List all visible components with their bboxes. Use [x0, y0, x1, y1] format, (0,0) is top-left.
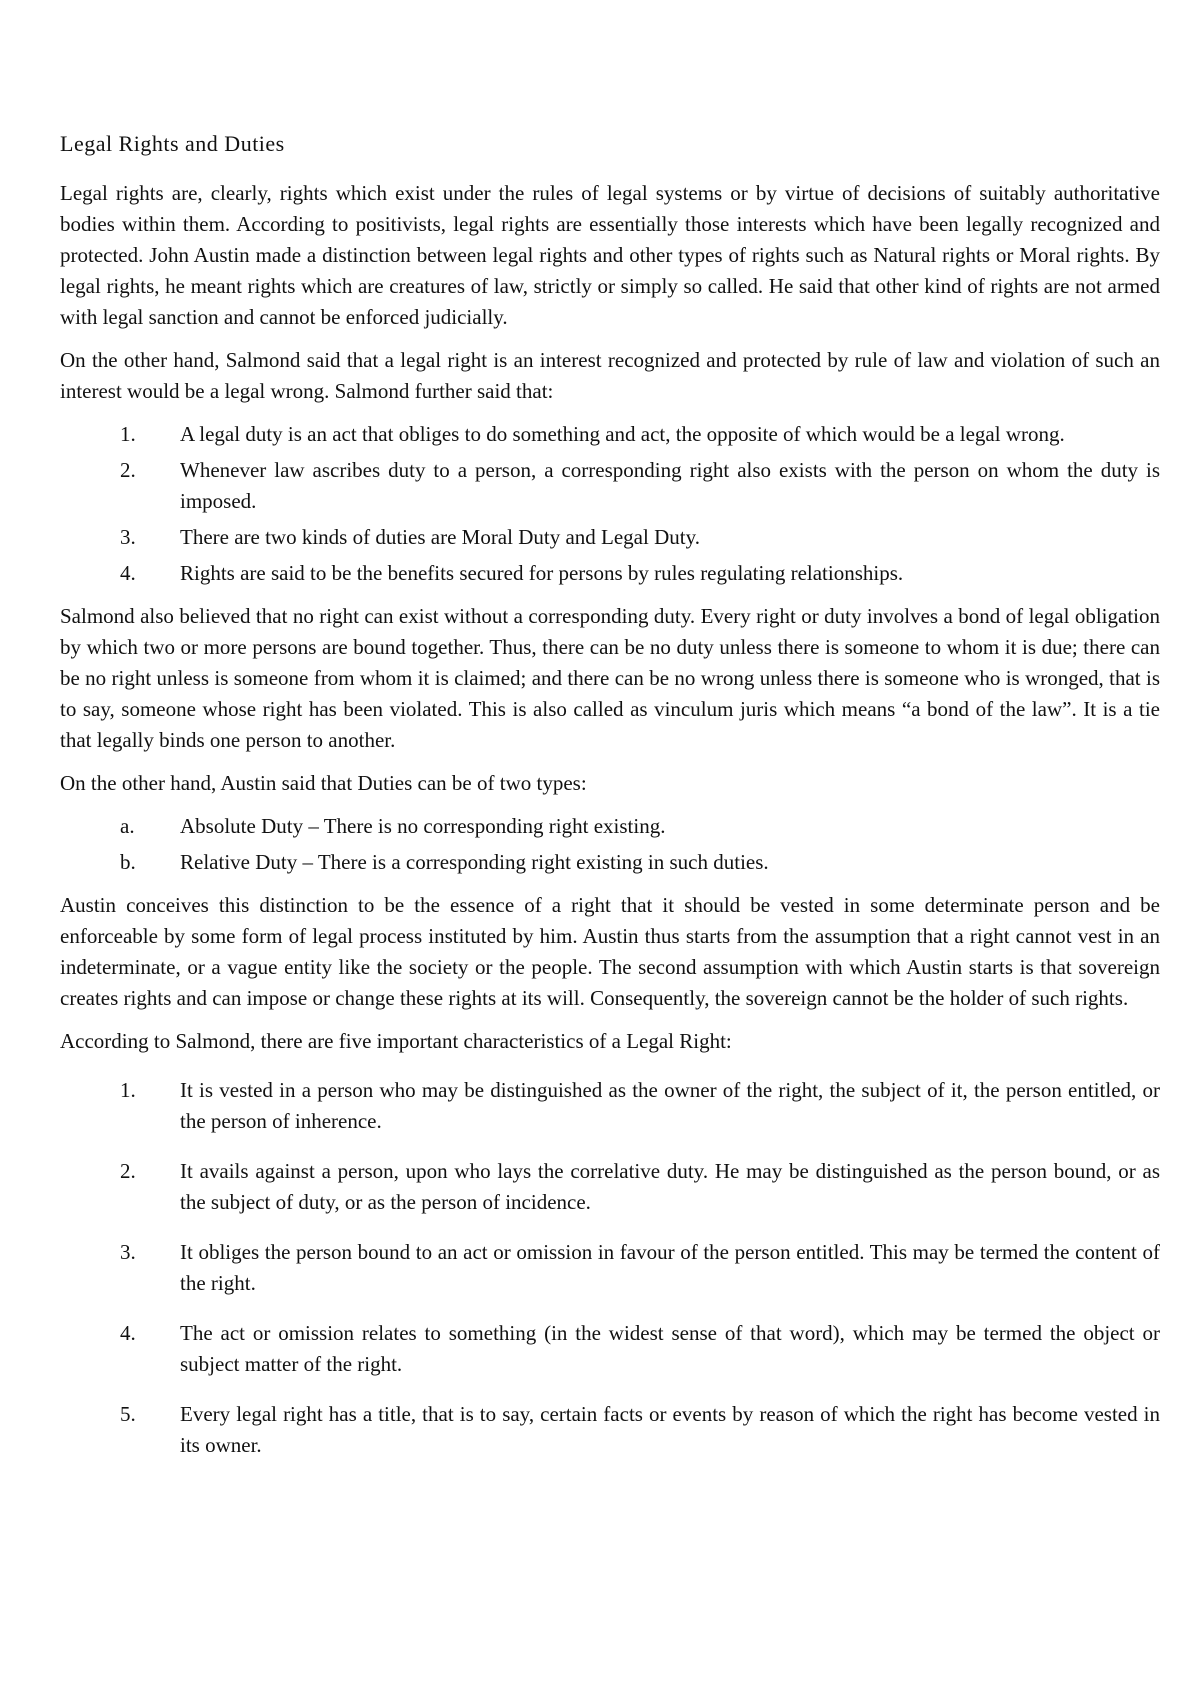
list-item — [60, 1075, 1160, 1137]
list-item-number: 5. — [120, 1402, 136, 1426]
salmond-duties-list — [60, 419, 1160, 589]
paragraph-austin-intro: On the other hand, Austin said that Duties can be of two types: — [60, 771, 587, 795]
list-item-number: 4. — [120, 561, 136, 585]
list-item-text: There are two kinds of duties are Moral Duty and Legal Duty. — [180, 525, 700, 549]
list-item — [60, 811, 1160, 842]
list-item-text: Whenever law ascribes duty to a person, a corresponding right also exists with the person on whom the duty is imposed. — [180, 458, 1160, 513]
list-item-number: 2. — [120, 458, 136, 482]
list-item-letter: a. — [120, 814, 135, 838]
list-item-number: 2. — [120, 1159, 136, 1183]
list-item — [60, 1237, 1160, 1299]
list-item-text: Rights are said to be the benefits secured for persons by rules regulating relationships. — [180, 561, 904, 585]
list-item — [60, 1156, 1160, 1218]
list-item — [60, 1399, 1160, 1461]
list-item-text: A legal duty is an act that obliges to do something and act, the opposite of which would be a legal wrong. — [180, 422, 1065, 446]
list-item — [60, 522, 1160, 553]
list-item — [60, 455, 1160, 517]
paragraph-austin-distinction: Austin conceives this distinction to be the essence of a right that it should be vested in some determinate person and be enforceable by some form of legal process instituted by him. Austin thus starts from the assumption that a right cannot vest in an indeterminate, or a vague entity like the society or the people. The second assumption with which Austin starts is that sovereign creates rights and can impose or change these rights at its will. Consequently, the sovereign cannot be the holder of such rights. — [60, 893, 1160, 1010]
list-item — [60, 558, 1160, 589]
list-item-text: Every legal right has a title, that is to say, certain facts or events by reason of which the right has become vested in its owner. — [180, 1402, 1160, 1457]
list-item-text: The act or omission relates to something (in the widest sense of that word), which may be termed the object or subject matter of the right. — [180, 1321, 1160, 1376]
document-page — [60, 128, 1160, 1480]
list-item-text: It avails against a person, upon who lays the correlative duty. He may be distinguished as the person bound, or as the subject of duty, or as the person of incidence. — [180, 1159, 1160, 1214]
paragraph-characteristics-intro: According to Salmond, there are five important characteristics of a Legal Right: — [60, 1029, 732, 1053]
characteristics-list — [60, 1075, 1160, 1461]
list-item-number: 1. — [120, 422, 136, 446]
list-item — [60, 1318, 1160, 1380]
list-item-letter: b. — [120, 850, 136, 874]
list-item — [60, 847, 1160, 878]
list-item-text: It obliges the person bound to an act or omission in favour of the person entitled. This may be termed the content of the right. — [180, 1240, 1160, 1295]
list-item — [60, 419, 1160, 450]
list-item-number: 4. — [120, 1321, 136, 1345]
list-item-number: 3. — [120, 525, 136, 549]
austin-duties-list — [60, 811, 1160, 878]
paragraph-corresponding-duty: Salmond also believed that no right can exist without a corresponding duty. Every right or duty involves a bond of legal obligation by which two or more persons are bound together. Thus, there can be no duty unless there is someone to whom it is due; there can be no right unless is someone from whom it is claimed; and there can be no wrong unless there is someone who is wronged, that is to say, someone whose right has been violated. This is also called as vinculum juris which means “a bond of the law”. It is a tie that legally binds one person to another. — [60, 604, 1160, 752]
paragraph-legal-rights: Legal rights are, clearly, rights which exist under the rules of legal systems or by virtue of decisions of suitably authoritative bodies within them. According to positivists, legal rights are essentially those interests which have been legally recognized and protected. John Austin made a distinction between legal rights and other types of rights such as Natural rights or Moral rights. By legal rights, he meant rights which are creatures of law, strictly or simply so called. He said that other kind of rights are not armed with legal sanction and cannot be enforced judicially. — [60, 181, 1160, 329]
list-item-text: It is vested in a person who may be distinguished as the owner of the right, the subject of it, the person entitled, or the person of inherence. — [180, 1078, 1160, 1133]
paragraph-salmond-intro: On the other hand, Salmond said that a legal right is an interest recognized and protected by rule of law and violation of such an interest would be a legal wrong. Salmond further said that: — [60, 348, 1160, 403]
page-title: Legal Rights and Duties — [60, 131, 285, 156]
list-item-number: 3. — [120, 1240, 136, 1264]
list-item-text: Absolute Duty – There is no corresponding right existing. — [180, 814, 666, 838]
list-item-text: Relative Duty – There is a corresponding right existing in such duties. — [180, 850, 769, 874]
list-item-number: 1. — [120, 1078, 136, 1102]
